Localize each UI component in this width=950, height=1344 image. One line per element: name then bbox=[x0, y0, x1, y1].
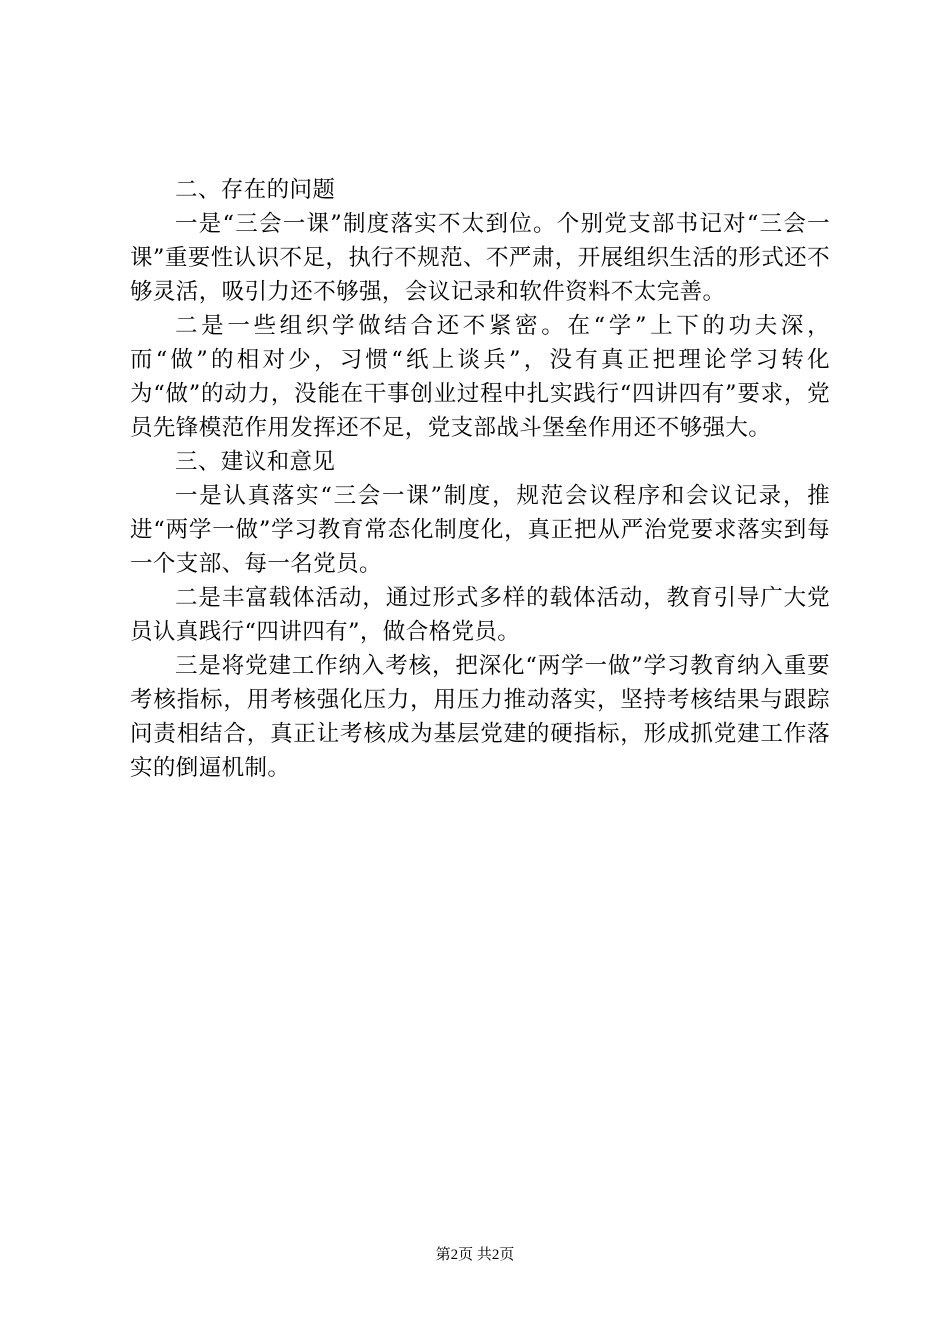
paragraph-suggestion-1: 一是认真落实“三会一课”制度，规范会议程序和会议记录，推进“两学一做”学习教育常态化制度化，真正把从严治党要求落实到每一个支部、每一名党员。 bbox=[130, 483, 830, 577]
paragraph-suggestion-2: 二是丰富载体活动，通过形式多样的载体活动，教育引导广大党员认真践行“四讲四有”，做合格党员。 bbox=[130, 585, 830, 645]
document-body bbox=[130, 173, 830, 785]
section-heading-problems: 二、存在的问题 bbox=[175, 177, 336, 203]
paragraph-suggestion-3: 三是将党建工作纳入考核，把深化“两学一做”学习教育纳入重要考核指标，用考核强化压力，用压力推动落实，坚持考核结果与跟踪问责相结合，真正让考核成为基层党建的硬指标，形成抓党建工作落实的倒逼机制。 bbox=[130, 653, 830, 781]
section-heading-suggestions: 三、建议和意见 bbox=[175, 449, 336, 475]
paragraph-problem-2: 二是一些组织学做结合还不紧密。在“学”上下的功夫深，而“做”的相对少，习惯“纸上谈兵”，没有真正把理论学习转化为“做”的动力，没能在干事创业过程中扎实践行“四讲四有”要求，党员先锋模范作用发挥还不足，党支部战斗堡垒作用还不够强大。 bbox=[130, 313, 830, 441]
page-footer: 第2页 共2页 bbox=[435, 1247, 515, 1263]
paragraph-problem-1: 一是“三会一课”制度落实不太到位。个别党支部书记对“三会一课”重要性认识不足，执行不规范、不严肃，开展组织生活的形式还不够灵活，吸引力还不够强，会议记录和软件资料不太完善。 bbox=[130, 211, 830, 305]
